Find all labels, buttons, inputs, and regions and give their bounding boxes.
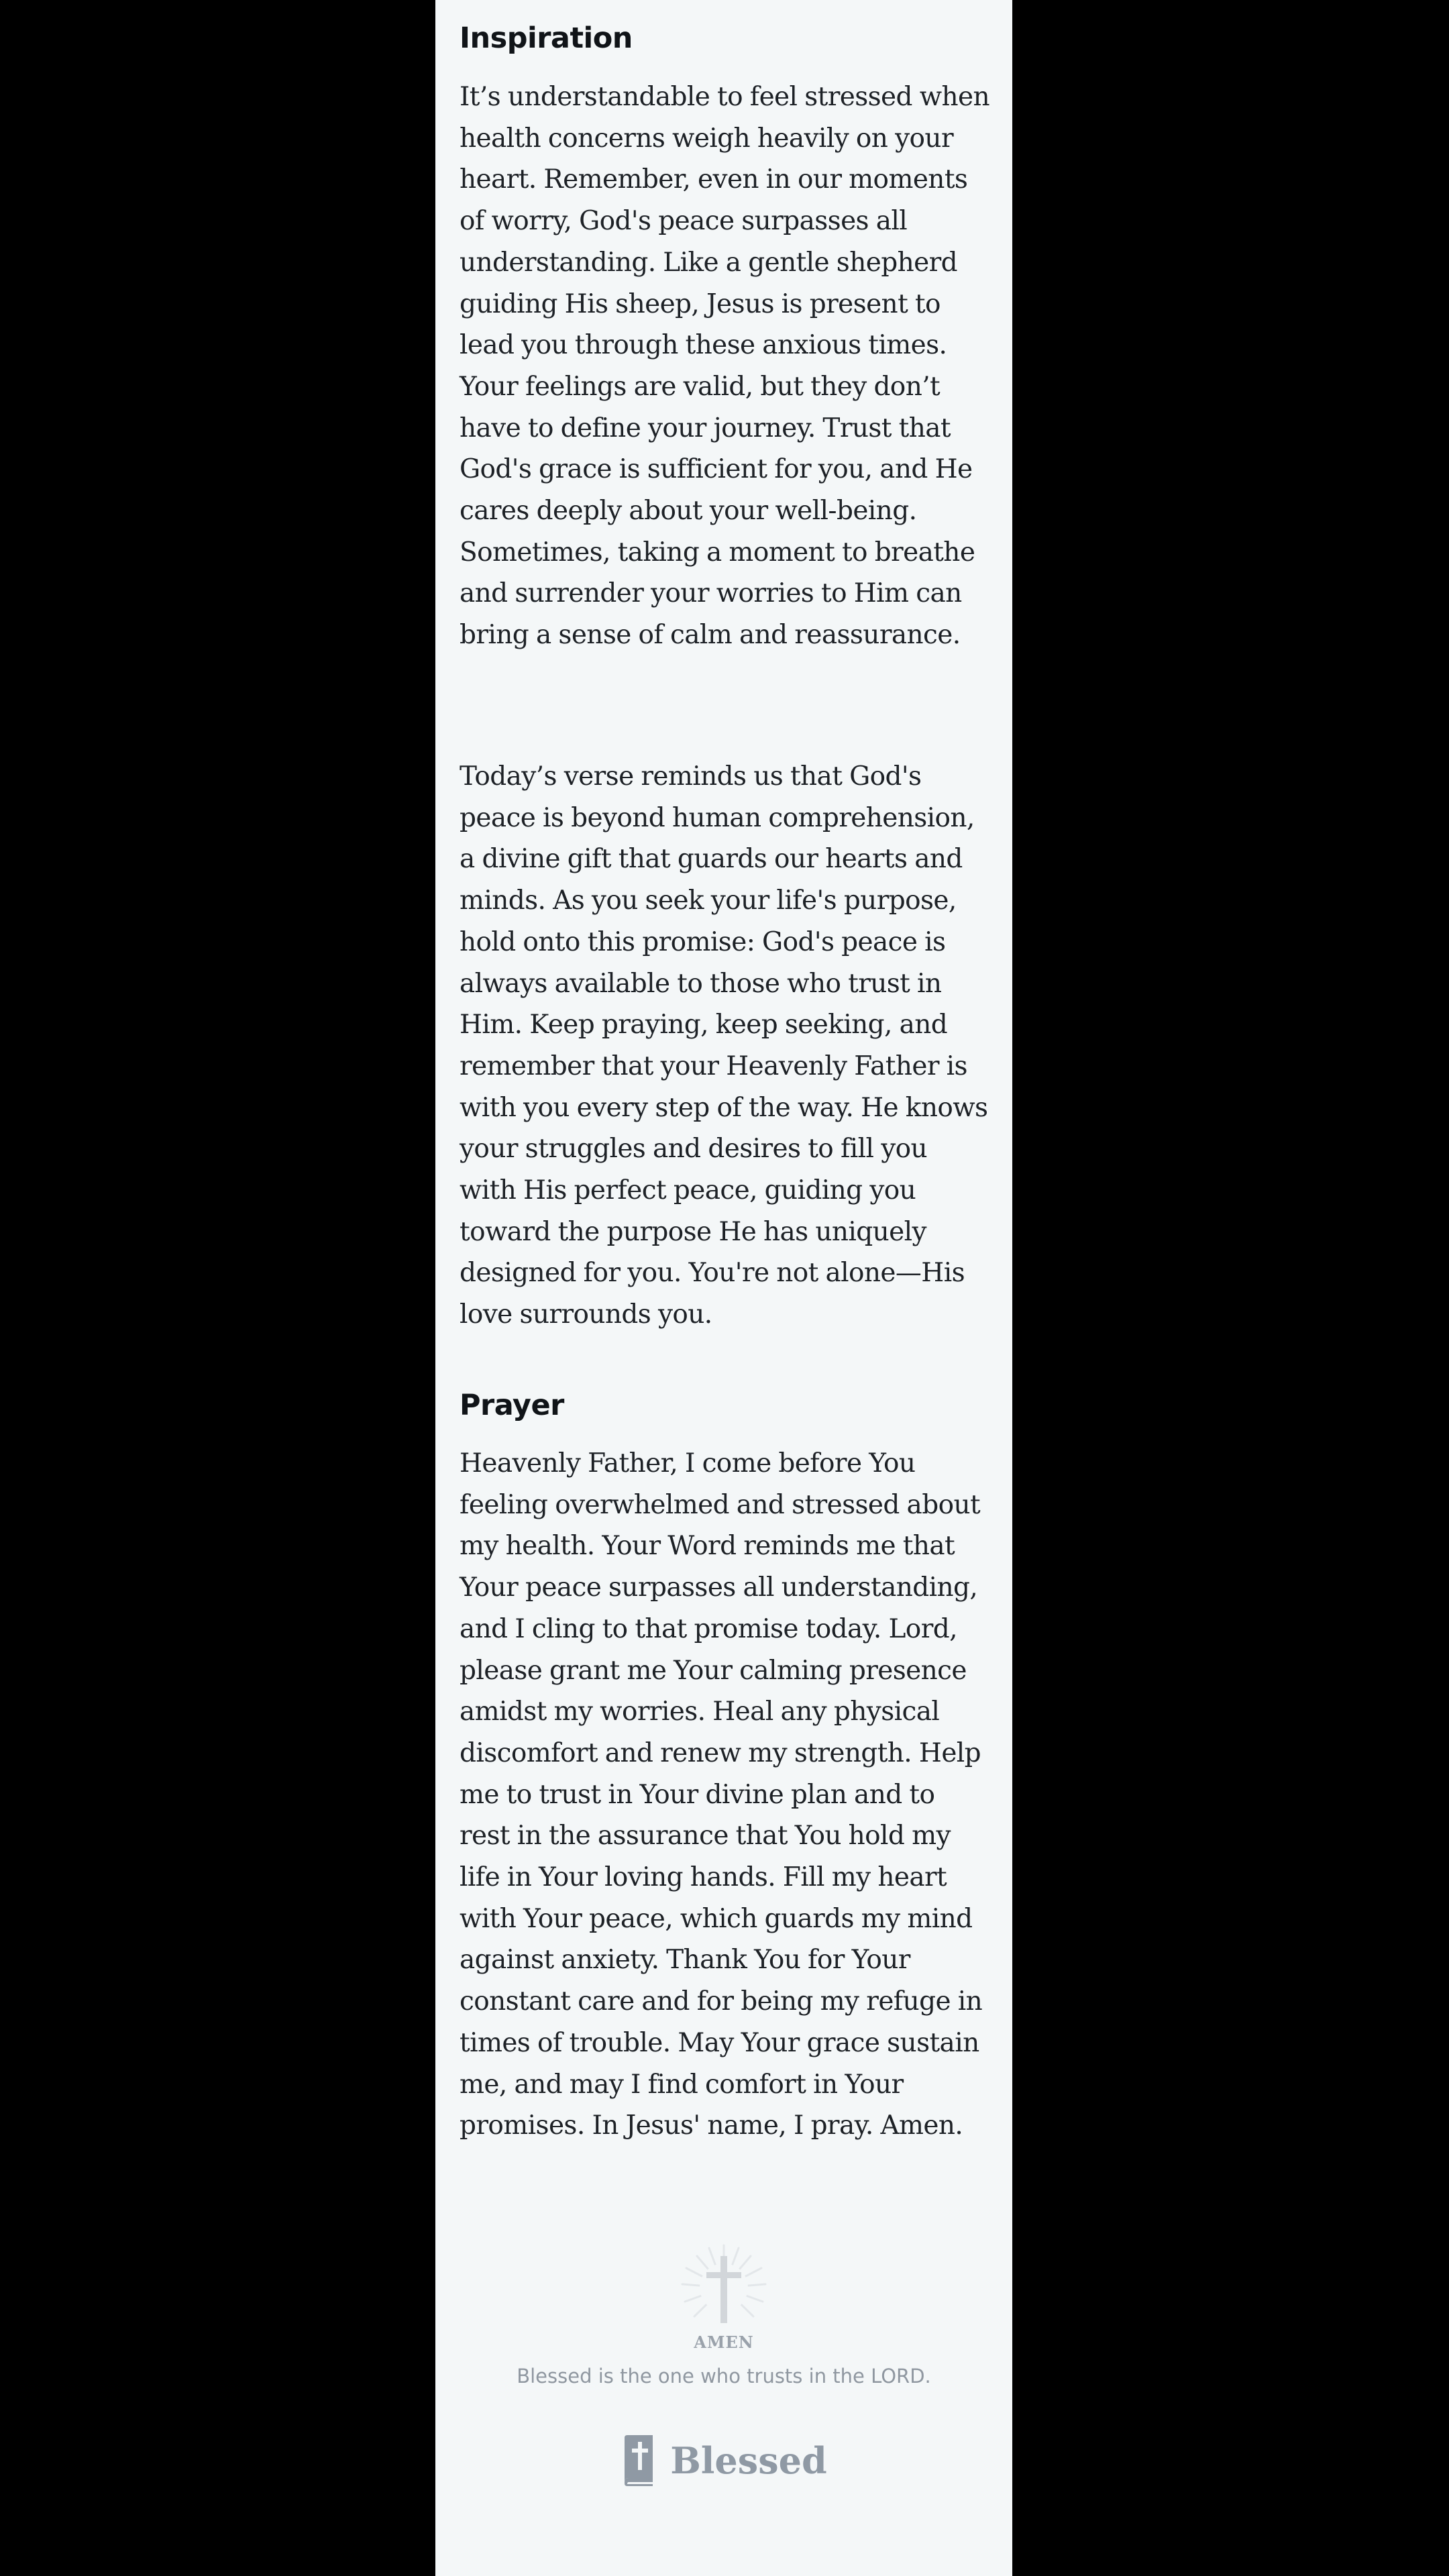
inspiration-text: It’s understandable to feel stressed when health concerns weigh heavily on your heart. Remember, even in our moments of worry, God's peace surpasses all understanding. Like a gentle shepherd guiding His sheep, Jesus is present to lead you through these anxious times. Your feelings are valid, but they don’t have to define your journey. Trust that God's grace is sufficient for you, and He cares deeply about your well-being. Sometimes, taking a moment to breathe and surrender your worries to Him can bring a sense of calm and reassurance. — [460, 82, 989, 651]
bible-cross-icon — [621, 2435, 655, 2486]
prayer-heading: Prayer — [460, 1389, 564, 1422]
amen-label: AMEN — [694, 2332, 754, 2352]
prayer-text: Heavenly Father, I come before You feeling overwhelmed and stressed about my health. Your Word reminds me that Your peace surpasses all understanding, and I cling to that promise today. Lord, please grant me Your calming presence amidst my worries. Heal any physical discomfort and renew my strength. Help me to trust in Your divine plan and to rest in the assurance that You hold my life in Your loving hands. Fill my heart with Your peace, which guards my mind against anxiety. Thank You for Your constant care and for being my refuge in times of trouble. May Your grace sustain me, and may I find comfort in Your promises. In Jesus' name, I pray. Amen. — [460, 1448, 983, 2141]
brand-logo — [435, 2435, 1012, 2486]
reflection-text: Today’s verse reminds us that God's peace is beyond human comprehension, a divine gift that guards our hearts and minds. As you seek your life's purpose, hold onto this promise: God's peace is always available to those who trust in Him. Keep praying, keep seeking, and remember that your Heavenly Father is with you every step of the way. He knows your struggles and desires to fill you with His perfect peace, guiding you toward the purpose He has uniquely designed for you. You're not alone—His love surrounds you. — [460, 761, 988, 1330]
brand-name: Blessed — [670, 2439, 827, 2482]
blessing-text: Blessed is the one who trusts in the LORD. — [517, 2365, 931, 2387]
devotional-page — [435, 0, 1012, 2576]
inspiration-heading: Inspiration — [460, 21, 633, 55]
cross-sunburst-icon — [677, 2244, 771, 2331]
